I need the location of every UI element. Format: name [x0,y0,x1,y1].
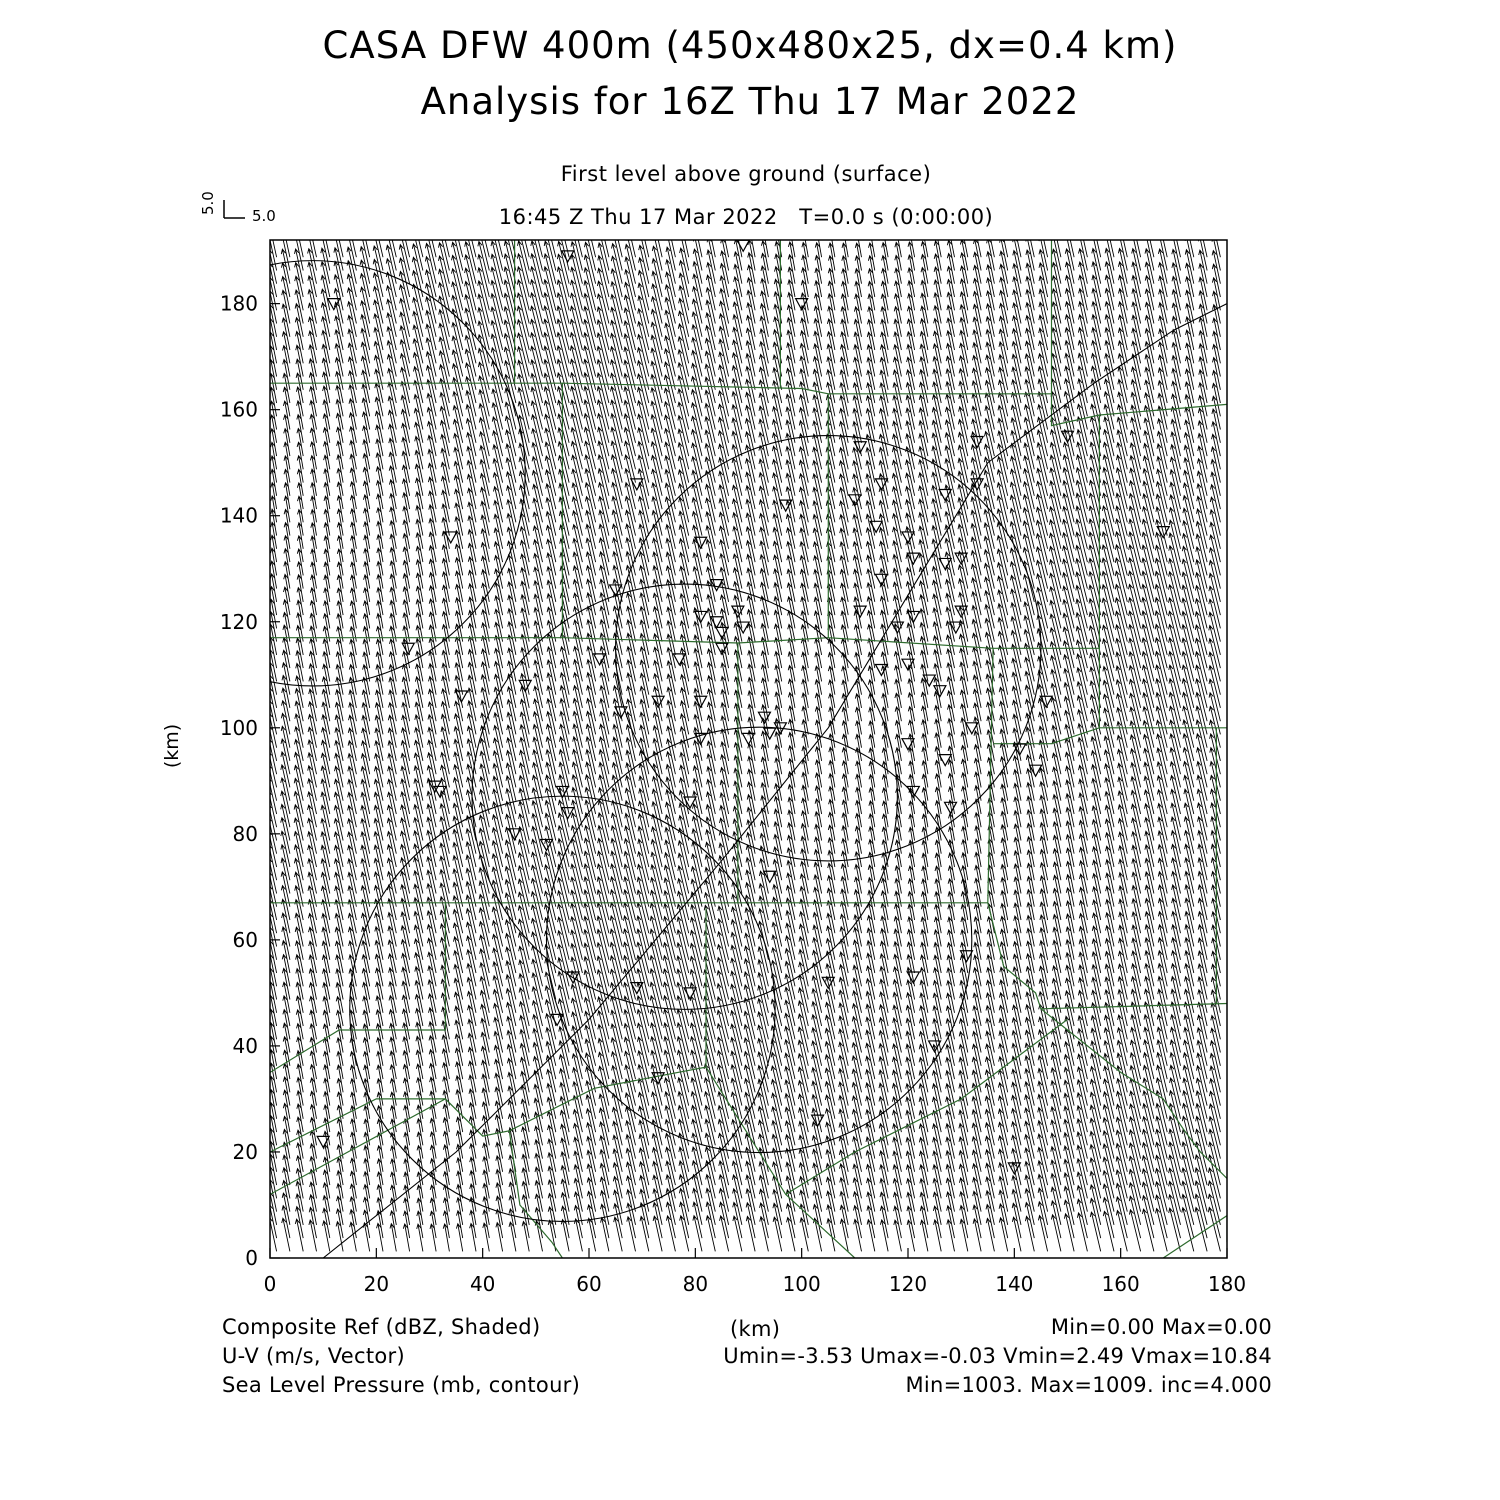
footer-field1-stats: Min=0.00 Max=0.00 [1050,1315,1272,1339]
y-tick-label: 180 [219,291,258,316]
y-tick-label: 60 [232,927,258,952]
footer-field3-stats: Min=1003. Max=1009. inc=4.000 [905,1373,1272,1397]
vector-key-arrow [224,200,245,218]
valid-time-label: 16:45 Z Thu 17 Mar 2022 T=0.0 s (0:00:00) [498,205,994,229]
footer-field2-name: U-V (m/s, Vector) [222,1344,405,1368]
station-marker [812,1115,824,1126]
y-tick-label: 100 [219,715,258,740]
x-tick-label: 120 [888,1272,928,1296]
county-boundary [1052,728,1100,744]
y-tick-label: 80 [232,821,258,846]
county-boundary [509,1131,562,1258]
x-tick-label: 160 [1101,1272,1140,1296]
footer-field2-stats: Umin=-3.53 Umax=-0.03 Vmin=2.49 Vmax=10.84 [723,1344,1272,1368]
y-axis-label: (km) [161,723,183,769]
x-axis-unit-label: (km) [730,1317,781,1341]
x-tick-label: 20 [363,1272,390,1296]
footer-field1-name: Composite Ref (dBZ, Shaded) [222,1315,541,1339]
y-tick-label: 20 [232,1139,258,1164]
county-boundary [738,648,993,903]
vector-key-u-label: 5.0 [252,207,276,225]
x-tick-label: 40 [469,1272,496,1296]
x-tick-label: 0 [263,1272,277,1296]
y-tick-label: 40 [232,1033,258,1058]
footer-field3-name: Sea Level Pressure (mb, contour) [222,1373,581,1397]
x-tick-label: 80 [682,1272,709,1296]
chart-title-line1: CASA DFW 400m (450x480x25, dx=0.4 km) [322,24,1178,67]
vector-key [199,191,276,225]
pressure-contour-line [323,304,1227,1258]
y-tick-label: 0 [245,1246,258,1270]
station-marker [780,500,792,511]
chart-title-line2: Analysis for 16Z Thu 17 Mar 2022 [420,80,1080,123]
level-label: First level above ground (surface) [560,162,932,186]
x-tick-label: 180 [1207,1272,1247,1296]
y-tick-label: 160 [219,397,258,422]
x-tick-label: 140 [995,1272,1034,1296]
vector-key-v-label: 5.0 [199,191,217,215]
x-tick-label: 100 [782,1272,821,1296]
y-tick-label: 120 [219,609,258,634]
y-tick-label: 140 [219,503,258,528]
pressure-contours [323,304,1227,1258]
x-tick-label: 60 [576,1272,602,1296]
